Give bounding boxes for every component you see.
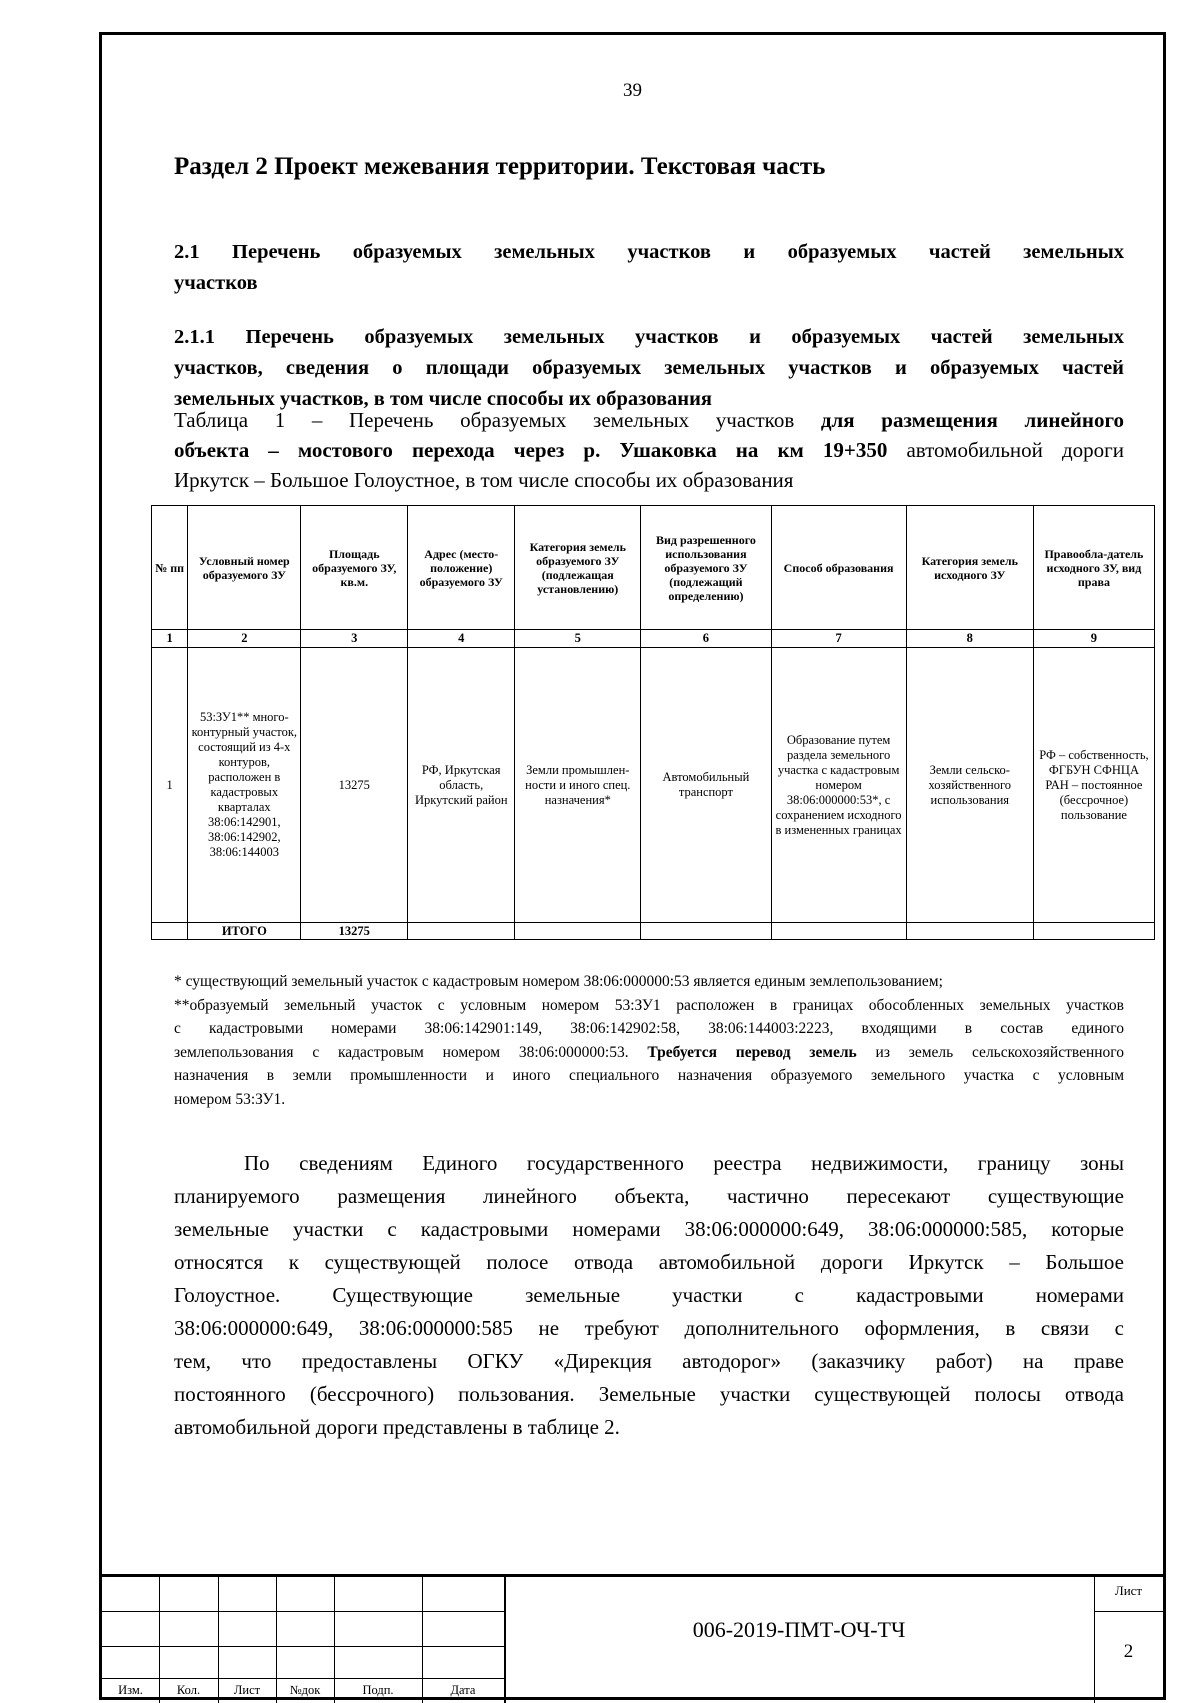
title-block-label: Лист [233,1683,261,1697]
document-code: 006-2019-ПМТ-ОЧ-ТЧ [692,1617,906,1642]
paragraph-line: автомобильной дороги представлены в таблице 2. [174,1415,620,1439]
caption-line: Иркутск – Большое Голоустное, в том числе способы их образования [174,468,794,492]
note-2-line: номером 53:ЗУ1. [174,1090,286,1108]
table-header-row [152,506,1155,630]
title-block [102,1574,1163,1703]
table-column-number-row [152,630,1155,648]
page-frame [99,32,1166,1700]
note-text: землепользования с кадастровым номером 38:06:000000:53. [174,1043,629,1061]
subsection-2-1-line: участков [174,272,258,294]
title-block-label: Подп. [362,1683,394,1697]
subsection-2-1-line: 2.1 Перечень образуемых земельных участков и образуемых частей земельных [174,241,1124,263]
title-block-label: Изм. [118,1683,143,1697]
column-number-cell: 3 [301,630,408,648]
table-total-row [152,923,1155,940]
total-label-cell: ИТОГО [188,923,301,940]
title-block-divider [1094,1611,1163,1612]
title-block-divider [102,1646,504,1647]
column-number-cell: 8 [906,630,1033,648]
caption-line [174,405,1124,435]
caption-text: автомобильной дороги [906,438,1124,462]
note-2-line: с кадастровыми номерами 38:06:142901:149, 38:06:142902:58, 38:06:144003:2223, входящими в состав единого [174,1020,1124,1037]
page-number: 39 [623,80,642,101]
note-text: из земель сельскохозяйственного [875,1043,1125,1061]
paragraph-line: Голоустное. Существующие земельные участки с кадастровыми номерами [174,1283,1124,1307]
table-row [152,648,1155,923]
formation-method-cell: Образование путем раздела земельного участка с кадастровым номером 38:06:000000:53*, с сохранением исходного в измененных границах [771,648,906,923]
row-number-cell: 1 [152,648,188,923]
paragraph-line: постоянного (бессрочного) пользования. Земельные участки существующей полосы отвода [174,1382,1124,1406]
title-block-divider [102,1611,504,1612]
land-plots-table [151,505,1155,940]
total-empty-cell [1033,923,1154,940]
note-bold-text: Требуется перевод земель [647,1043,857,1061]
subsection-2-1-1-heading [174,322,1124,415]
column-number-cell: 5 [515,630,641,648]
address-cell: РФ, Иркутская область, Иркутский район [408,648,515,923]
column-number-cell: 1 [152,630,188,648]
paragraph-line: земельные участки с кадастровыми номерами 38:06:000000:649, 38:06:000000:585, которые [174,1217,1124,1241]
total-empty-cell [906,923,1033,940]
table-caption [174,405,1124,495]
column-number-cell: 4 [408,630,515,648]
caption-bold-text: для размещения линейного [820,408,1124,432]
table-notes [174,970,1124,1111]
note-2-line [174,1041,1124,1065]
subsection-2-1-1-line: земельных участков, в том числе способы их образования [174,388,713,410]
title-block-label: Дата [450,1683,476,1697]
sheet-number: 2 [1123,1641,1134,1662]
total-empty-cell [641,923,771,940]
body-paragraph [174,1147,1124,1444]
note-2-line: назначения в земли промышленности и иного специального назначения образуемого земельного участка с условным [174,1067,1124,1084]
paragraph-line: тем, что предоставлены ОГКУ «Дирекция автодорог» (заказчику работ) на праве [174,1349,1124,1373]
caption-line [174,435,1124,465]
conditional-number-cell: 53:ЗУ1** много-контурный участок, состоящий из 4-х контуров, расположен в кадастровых кварталах 38:06:142901, 38:06:142902, 38:06:144003 [188,648,301,923]
owner-cell: РФ – собственность, ФГБУН СФНЦА РАН – постоянное (бессрочное) пользование [1033,648,1154,923]
permitted-use-cell: Автомобильный транспорт [641,648,771,923]
column-number-cell: 7 [771,630,906,648]
table-header-cell: Категория земель образуемого ЗУ (подлежащая установлению) [515,506,641,630]
title-block-divider [102,1678,504,1679]
area-cell: 13275 [301,648,408,923]
table-header-cell: Адрес (место-положение) образуемого ЗУ [408,506,515,630]
table-header-cell: Способ образования [771,506,906,630]
total-empty-cell [515,923,641,940]
section-title: Раздел 2 Проект межевания территории. Текстовая часть [174,153,826,180]
paragraph-line: планируемого размещения линейного объекта, частично пересекают существующие [174,1184,1124,1208]
caption-bold-text: объекта – мостового перехода через р. Ушаковка на км 19+350 [174,438,888,462]
table-header-cell: Вид разрешенного использования образуемого ЗУ (подлежащий определению) [641,506,771,630]
subsection-2-1-1-line: участков, сведения о площади образуемых земельных участков и образуемых частей [174,357,1124,379]
caption-text: Таблица 1 – Перечень образуемых земельных участков [174,408,795,432]
column-number-cell: 2 [188,630,301,648]
paragraph-line: относятся к существующей полосе отвода автомобильной дороги Иркутск – Большое [174,1250,1124,1274]
table-header-cell: Категория земель исходного ЗУ [906,506,1033,630]
paragraph-line: 38:06:000000:649, 38:06:000000:585 не требуют дополнительного оформления, в связи с [174,1316,1124,1340]
note-1: * существующий земельный участок с кадастровым номером 38:06:000000:53 является единым землепользованием; [174,973,943,990]
table-header-cell: Площадь образуемого ЗУ, кв.м. [301,506,408,630]
total-empty-cell [152,923,188,940]
table-header-cell: Условный номер образуемого ЗУ [188,506,301,630]
total-value-cell: 13275 [301,923,408,940]
subsection-2-1-1-line: 2.1.1 Перечень образуемых земельных участков и образуемых частей земельных [174,326,1124,348]
land-category-cell: Земли промышлен-ности и иного спец. назначения* [515,648,641,923]
title-block-label: №док [289,1683,321,1697]
column-number-cell: 6 [641,630,771,648]
total-empty-cell [771,923,906,940]
note-2-line: **образуемый земельный участок с условным номером 53:ЗУ1 расположен в границах обособленных земельных участков [174,996,1124,1014]
subsection-2-1-heading [174,237,1124,299]
paragraph-line: По сведениям Единого государственного реестра недвижимости, границу зоны [244,1151,1124,1175]
sheet-label: Лист [1114,1583,1143,1598]
table-header-cell: Правообла-датель исходного ЗУ, вид права [1033,506,1154,630]
title-block-label: Кол. [176,1683,201,1697]
column-number-cell: 9 [1033,630,1154,648]
source-category-cell: Земли сельско-хозяйственного использования [906,648,1033,923]
table-header-cell: № пп [152,506,188,630]
total-empty-cell [408,923,515,940]
